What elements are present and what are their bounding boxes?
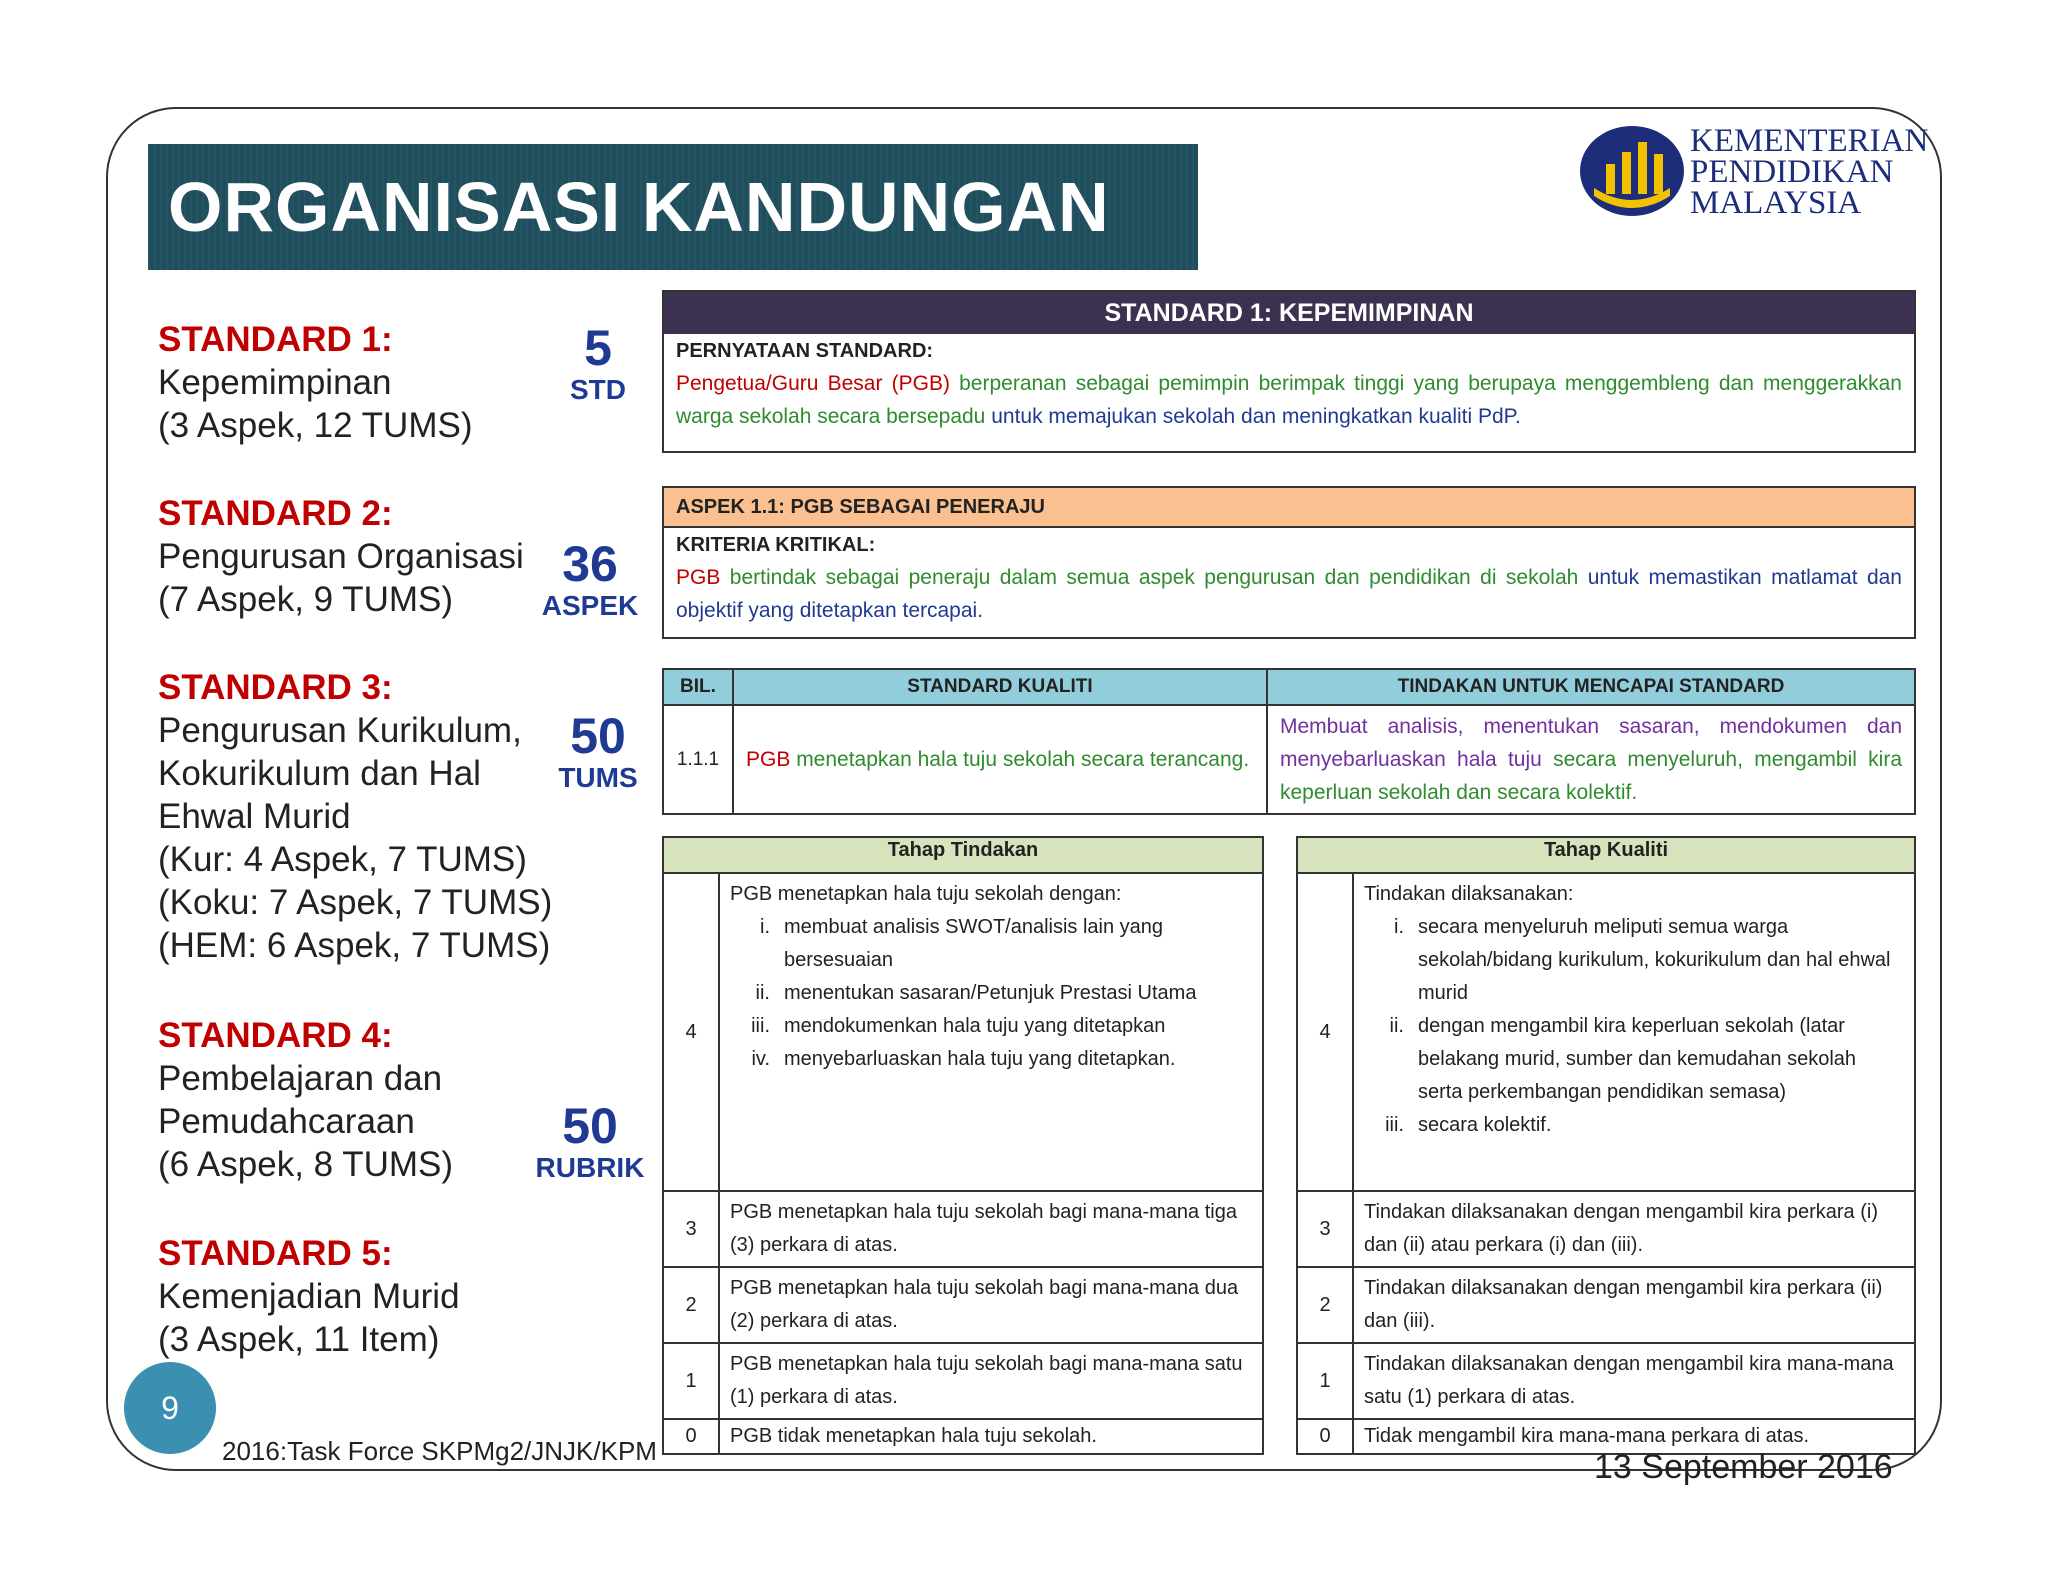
list-numeral: ii.	[1389, 1015, 1404, 1037]
list-item	[730, 977, 1252, 1010]
text-segment: secara menyeluruh, mengambil kira keperluan sekolah dan secara kolektif.	[1280, 748, 1903, 804]
list-numeral: iii.	[751, 1015, 770, 1037]
standard-kualiti-table	[662, 668, 1916, 815]
list-text: mendokumenkan hala tuju yang ditetapkan	[784, 1015, 1166, 1037]
list-item	[730, 1043, 1252, 1076]
level-cell: 4	[1297, 873, 1353, 1191]
standard-1-box	[662, 290, 1916, 453]
level-description: PGB tidak menetapkan hala tuju sekolah.	[719, 1419, 1263, 1454]
tahap-kualiti-header: Tahap Kualiti	[1297, 837, 1915, 873]
standard-line: (HEM: 6 Aspek, 7 TUMS)	[158, 926, 551, 965]
list-text: menyebarluaskan hala tuju yang ditetapkan.	[784, 1048, 1176, 1070]
standard-line: Pemudahcaraan	[158, 1102, 415, 1141]
count-label: STD	[570, 374, 626, 405]
logo-line: MALAYSIA	[1690, 185, 1862, 221]
count-std	[538, 322, 658, 406]
list-item	[1364, 1109, 1904, 1142]
list-numeral: iv.	[751, 1048, 770, 1070]
standard-line: (3 Aspek, 12 TUMS)	[158, 406, 473, 445]
count-number: 50	[562, 1098, 618, 1154]
standard-line: Pengurusan Organisasi	[158, 537, 524, 576]
list-text: dengan mengambil kira keperluan sekolah (latar belakang murid, sumber dan kemudahan sekolah serta perkembangan pendidikan semasa)	[1418, 1015, 1857, 1103]
count-aspek	[530, 538, 650, 622]
list-numeral: i.	[760, 916, 770, 938]
level-cell: 3	[1297, 1191, 1353, 1267]
text-segment: berimpak tinggi yang berupaya menggembleng dan menggerakkan warga sekolah secara bersepadu	[676, 372, 1902, 428]
text-segment: PGB	[676, 566, 721, 589]
standard-line: Kemenjadian Murid	[158, 1277, 460, 1316]
pernyataan-label: PERNYATAAN STANDARD:	[676, 340, 934, 362]
tahap-tindakan-header: Tahap Tindakan	[663, 837, 1263, 873]
kriteria-label: KRITERIA KRITIKAL:	[676, 534, 876, 556]
level-cell: 0	[1297, 1419, 1353, 1454]
level-cell: 1	[1297, 1343, 1353, 1419]
page-number-badge: 9	[124, 1362, 216, 1454]
level-4-description	[719, 873, 1263, 1191]
count-label: TUMS	[558, 762, 638, 793]
level-description: PGB menetapkan hala tuju sekolah bagi mana-mana tiga (3) perkara di atas.	[719, 1191, 1263, 1267]
level-intro: PGB menetapkan hala tuju sekolah dengan:	[730, 883, 1122, 905]
standard-line: Ehwal Murid	[158, 797, 351, 836]
count-number: 5	[584, 320, 612, 376]
logo-line: KEMENTERIAN	[1690, 123, 1929, 159]
text-segment: berperanan sebagai pemimpin	[949, 372, 1259, 395]
aspek-header: ASPEK 1.1: PGB SEBAGAI PENERAJU	[664, 488, 1914, 528]
standard-heading: STANDARD 4:	[158, 1016, 393, 1055]
standard-heading: STANDARD 2:	[158, 494, 393, 533]
list-numeral: ii.	[755, 982, 770, 1004]
tindakan-cell	[1267, 705, 1915, 814]
footer-credit: 2016:Task Force SKPMg2/JNJK/KPM	[222, 1436, 657, 1466]
standard-4	[158, 1014, 578, 1186]
col-header-bil: BIL.	[663, 669, 733, 705]
standard-line: Kokurikulum dan Hal	[158, 754, 481, 793]
level-description: Tindakan dilaksanakan dengan mengambil kira mana-mana satu (1) perkara di atas.	[1353, 1343, 1915, 1419]
tahap-kualiti-table	[1296, 836, 1916, 1455]
level-description: Tindakan dilaksanakan dengan mengambil kira perkara (i) dan (ii) atau perkara (i) dan (iii).	[1353, 1191, 1915, 1267]
standard-3	[158, 666, 578, 967]
standard-1-header: STANDARD 1: KEPEMIMPINAN	[664, 292, 1914, 334]
standard-line: (Kur: 4 Aspek, 7 TUMS)	[158, 840, 527, 879]
standard-line: (7 Aspek, 9 TUMS)	[158, 580, 454, 619]
standard-heading: STANDARD 3:	[158, 668, 393, 707]
kpm-logo	[1578, 120, 1929, 221]
list-item	[730, 911, 1252, 977]
count-label: RUBRIK	[535, 1152, 645, 1183]
bil-cell: 1.1.1	[663, 705, 733, 814]
level-cell: 0	[663, 1419, 719, 1454]
title-bar	[148, 144, 1198, 270]
kpm-logo-text	[1690, 123, 1929, 221]
standard-line: (3 Aspek, 11 Item)	[158, 1320, 440, 1359]
text-segment: untuk memastikan matlamat dan objektif yang ditetapkan tercapai.	[676, 566, 1902, 622]
standard-line: Pembelajaran dan	[158, 1059, 443, 1098]
pernyataan-text	[664, 363, 1914, 439]
text-segment: untuk memajukan sekolah dan meningkatkan kualiti PdP.	[985, 405, 1521, 428]
level-cell: 4	[663, 873, 719, 1191]
level-description: Tindakan dilaksanakan dengan mengambil kira perkara (ii) dan (iii).	[1353, 1267, 1915, 1343]
text-segment: PGB	[746, 748, 791, 771]
level-4-description	[1353, 873, 1915, 1191]
count-label: ASPEK	[541, 590, 639, 621]
level-intro: Tindakan dilaksanakan:	[1364, 883, 1574, 905]
level-cell: 3	[663, 1191, 719, 1267]
standard-5	[158, 1232, 578, 1361]
kpm-emblem-icon	[1578, 124, 1686, 218]
col-header-standard: STANDARD KUALITI	[733, 669, 1267, 705]
standard-line: (Koku: 7 Aspek, 7 TUMS)	[158, 883, 553, 922]
count-number: 36	[562, 536, 618, 592]
page-title: ORGANISASI KANDUNGAN	[168, 168, 1110, 246]
count-rubrik	[530, 1100, 650, 1184]
criteria-list	[1364, 911, 1904, 1142]
standard-line: Kepemimpinan	[158, 363, 392, 402]
list-text: secara kolektif.	[1418, 1114, 1552, 1136]
criteria-list	[730, 911, 1252, 1076]
kriteria-text	[664, 557, 1914, 633]
text-segment: bertindak sebagai peneraju dalam semua aspek pengurusan dan pendidikan di sekolah	[720, 566, 1588, 589]
list-item	[1364, 1010, 1904, 1109]
standard-heading: STANDARD 5:	[158, 1234, 393, 1273]
list-text: membuat analisis SWOT/analisis lain yang bersesuaian	[784, 916, 1164, 971]
list-item	[1364, 911, 1904, 1010]
level-cell: 2	[1297, 1267, 1353, 1343]
logo-line: PENDIDIKAN	[1690, 154, 1894, 190]
text-segment: menetapkan hala tuju sekolah secara terancang.	[790, 748, 1250, 771]
list-text: menentukan sasaran/Petunjuk Prestasi Utama	[784, 982, 1197, 1004]
standard-heading: STANDARD 1:	[158, 320, 393, 359]
standard-cell	[733, 705, 1267, 814]
footer-date: 13 September 2016	[1594, 1448, 1893, 1486]
level-description: PGB menetapkan hala tuju sekolah bagi mana-mana satu (1) perkara di atas.	[719, 1343, 1263, 1419]
tahap-tindakan-table	[662, 836, 1264, 1455]
list-numeral: i.	[1394, 916, 1404, 938]
standard-2	[158, 492, 578, 621]
standard-1	[158, 318, 578, 447]
level-description: PGB menetapkan hala tuju sekolah bagi mana-mana dua (2) perkara di atas.	[719, 1267, 1263, 1343]
aspek-box	[662, 486, 1916, 639]
count-tums	[538, 710, 658, 794]
level-cell: 2	[663, 1267, 719, 1343]
text-segment: Pengetua/Guru Besar (PGB)	[676, 372, 950, 395]
standard-line: (6 Aspek, 8 TUMS)	[158, 1145, 454, 1184]
list-numeral: iii.	[1385, 1114, 1404, 1136]
list-text: secara menyeluruh meliputi semua warga sekolah/bidang kurikulum, kokurikulum dan hal ehwal murid	[1418, 916, 1891, 1004]
level-description: Tidak mengambil kira mana-mana perkara di atas.	[1353, 1419, 1915, 1454]
text-segment: Membuat analisis, menentukan sasaran, mendokumen dan menyebarluaskan hala tuju	[1280, 715, 1902, 771]
list-item	[730, 1010, 1252, 1043]
level-cell: 1	[663, 1343, 719, 1419]
standard-line: Pengurusan Kurikulum,	[158, 711, 522, 750]
col-header-tindakan: TINDAKAN UNTUK MENCAPAI STANDARD	[1267, 669, 1915, 705]
count-number: 50	[570, 708, 626, 764]
